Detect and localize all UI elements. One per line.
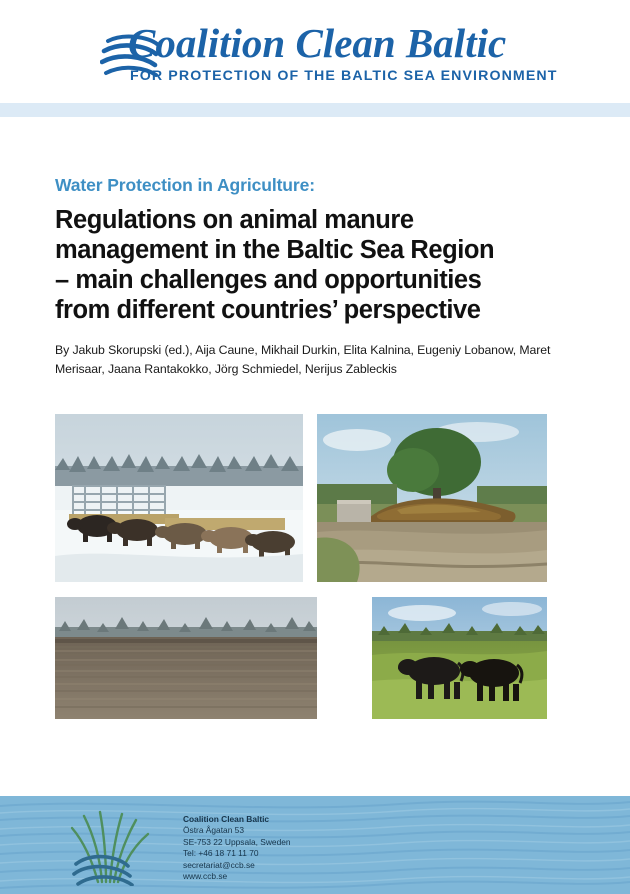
photo-two-black-cattle-pasture [372, 597, 547, 719]
footer-website[interactable]: www.ccb.se [183, 871, 228, 882]
footer-contact-block [183, 814, 443, 882]
title-block [55, 175, 580, 379]
page-title [55, 205, 580, 325]
footer-address-line-2: SE-753 22 Uppsala, Sweden [183, 836, 291, 847]
logo-subtitle: FOR PROTECTION OF THE BALTIC SEA ENVIRONMENT [130, 68, 558, 84]
header-accent-band [0, 103, 630, 117]
photo-grid [55, 414, 547, 819]
footer-org-name: Coalition Clean Baltic [183, 814, 270, 824]
footer-phone: Tel: +46 18 71 11 70 [183, 848, 259, 859]
author-list: By Jakub Skorupski (ed.), Aija Caune, Mikhail Durkin, Elita Kalnina, Eugeniy Lobanow, Maret Merisaar, Jaana Rantakokko, Jörg Schmiedel, Nerijus Zableckis [55, 343, 551, 376]
title-line-1: Regulations on animal manure [55, 206, 414, 234]
photo-cattle-winter-feeding [55, 414, 303, 582]
organization-logo [100, 19, 580, 95]
title-line-2: management in the Baltic Sea Region [55, 236, 495, 264]
footer-email[interactable]: secretariat@ccb.se [183, 859, 255, 870]
photo-bare-ploughed-field [55, 597, 317, 719]
footer-address-line-1: Östra Ågatan 53 [183, 825, 244, 836]
logo-title: Coalition Clean Baltic [128, 20, 507, 66]
document-kicker: Water Protection in Agriculture: [55, 175, 315, 195]
page-header [0, 0, 630, 106]
logo-text-block [128, 19, 588, 84]
title-line-4: from different countries’ perspective [55, 296, 481, 324]
photo-manure-heap-field [317, 414, 547, 582]
page-footer [0, 796, 630, 894]
reed-grass-icon [62, 806, 172, 886]
page-body [0, 117, 630, 796]
title-line-3: – main challenges and opportunities [55, 266, 482, 294]
